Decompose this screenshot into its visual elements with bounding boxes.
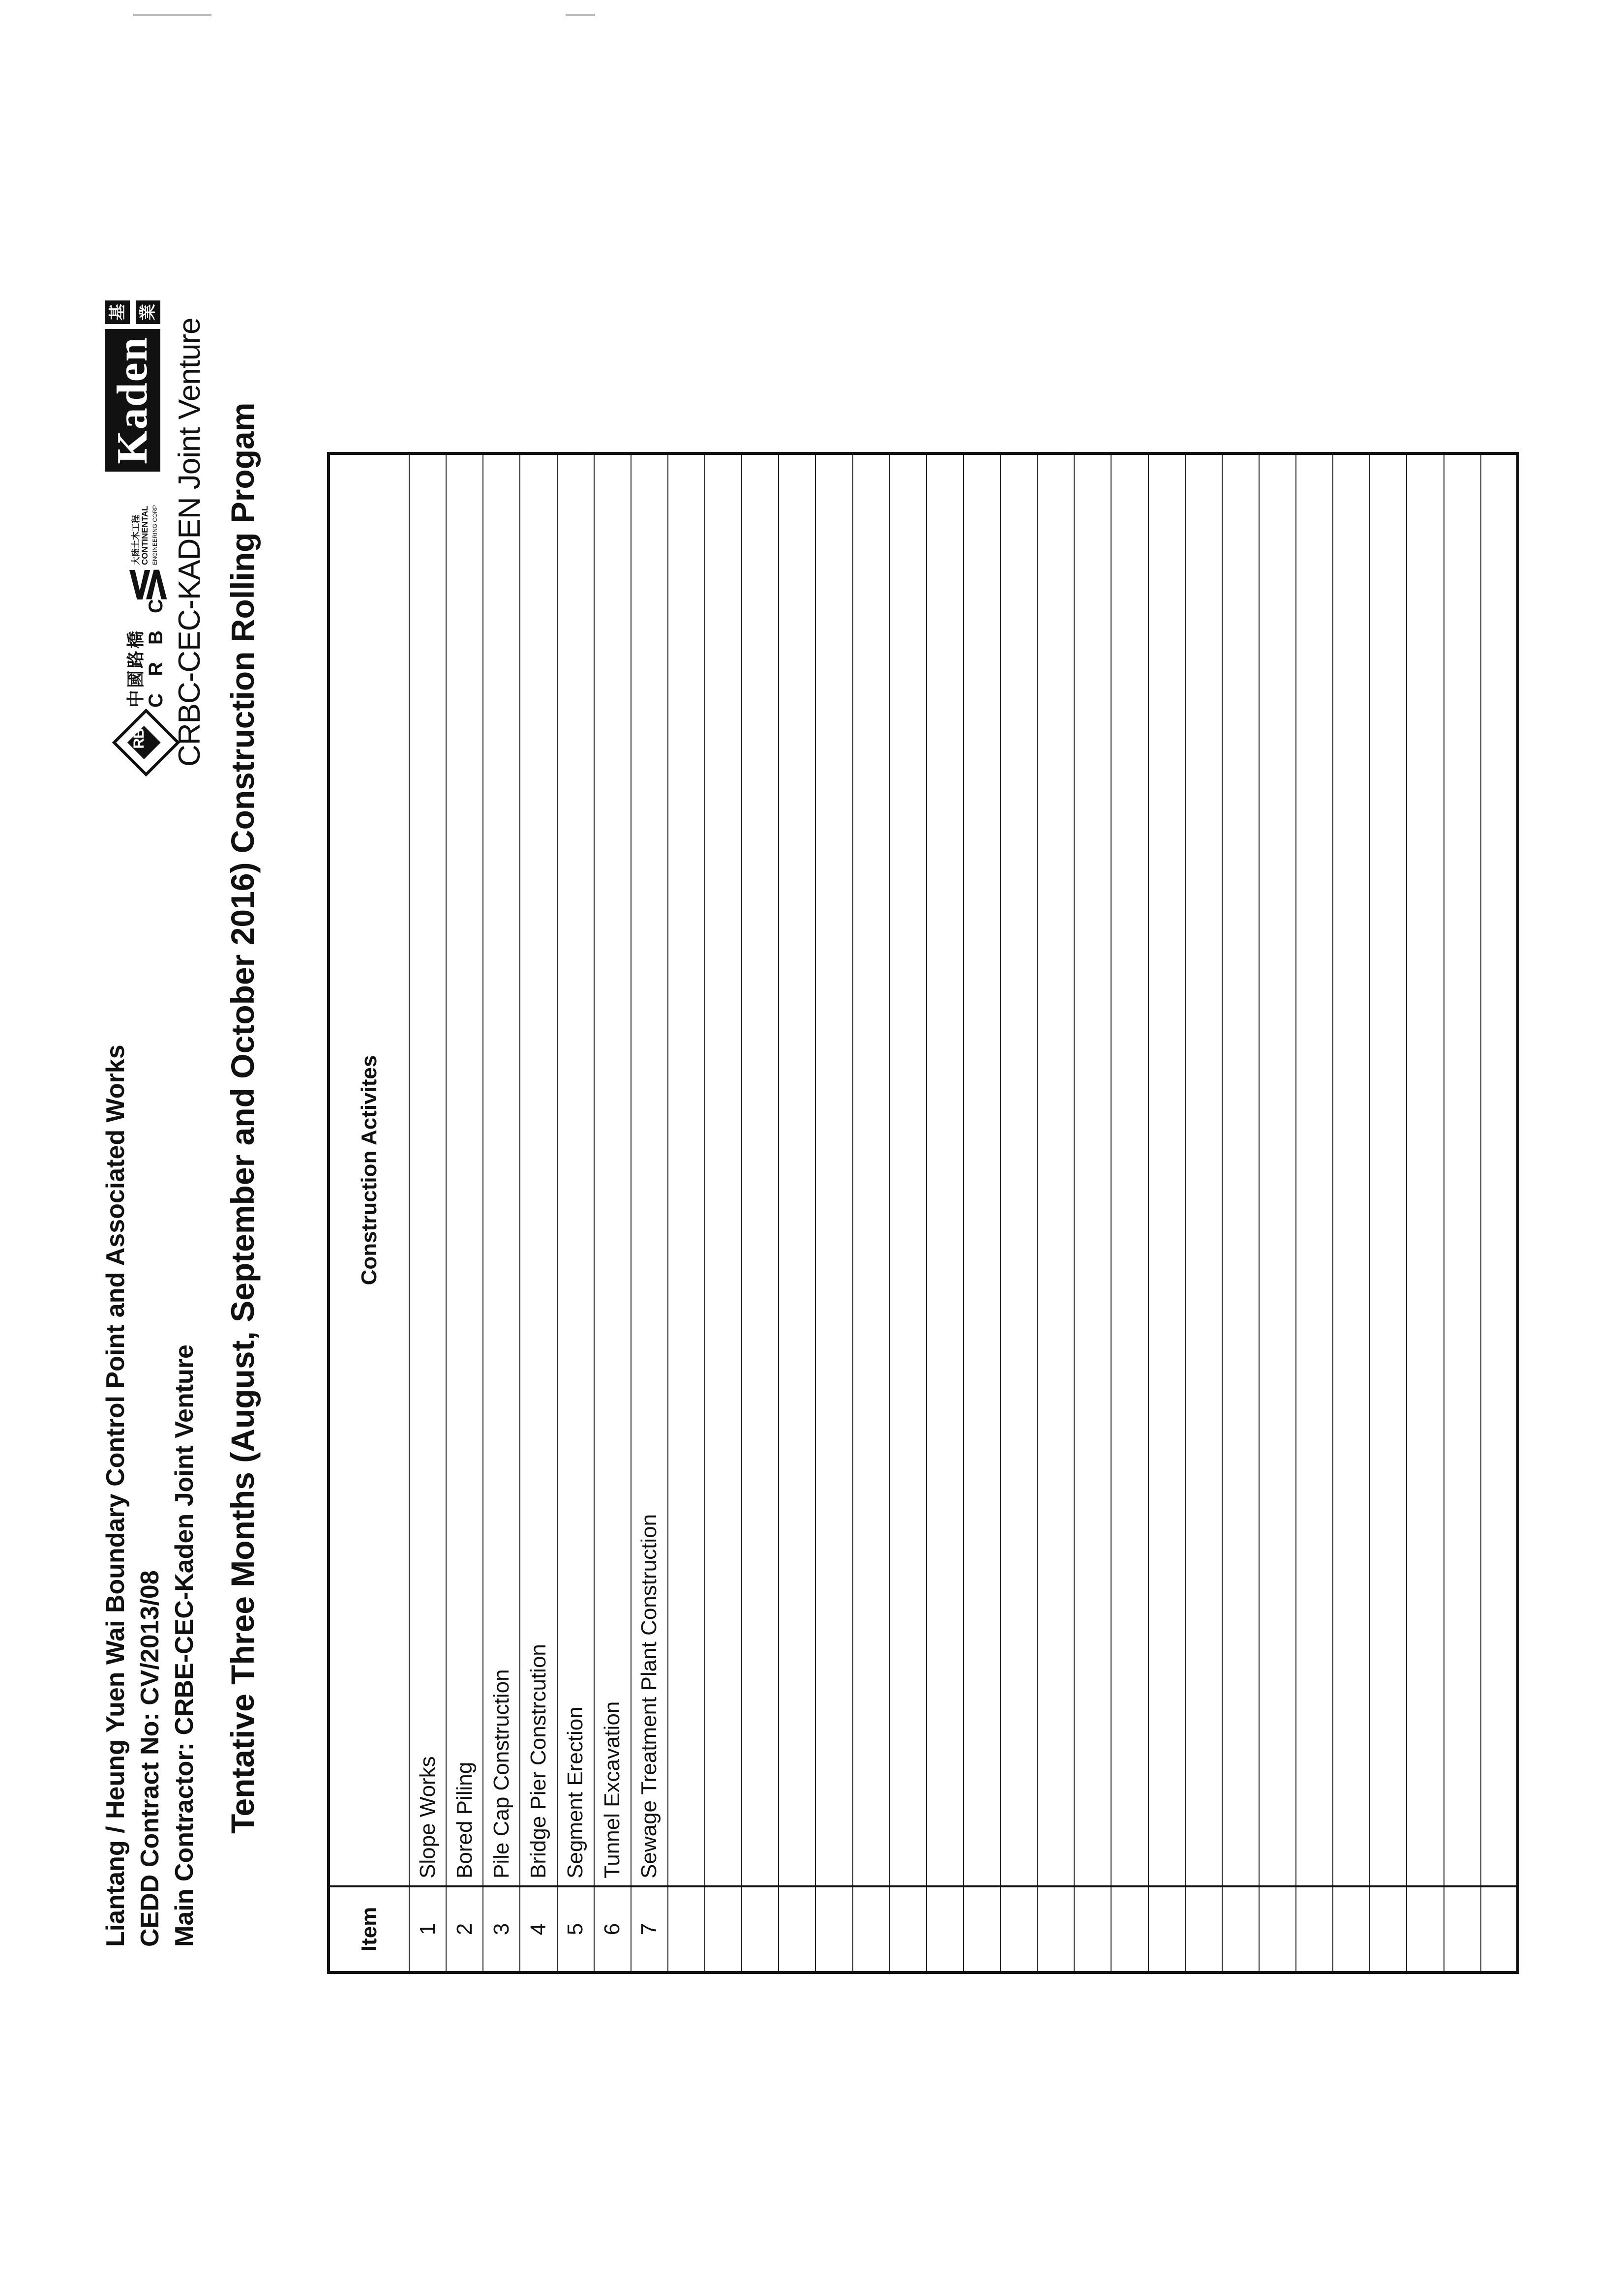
- blank-table-row: [1407, 453, 1444, 1972]
- blank-activity-cell: [853, 453, 890, 1886]
- table-row: [483, 453, 520, 1972]
- blank-table-row: [668, 453, 705, 1972]
- table-row: [409, 453, 446, 1972]
- blank-table-row: [779, 453, 815, 1972]
- activity-column-header: Construction Activites: [329, 453, 409, 1886]
- blank-activity-cell: [1444, 453, 1481, 1886]
- blank-activity-cell: [1111, 453, 1148, 1886]
- kaden-logo-chinese-1: 基: [105, 300, 130, 324]
- blank-table-row: [1370, 453, 1407, 1972]
- blank-table-row: [853, 453, 890, 1972]
- blank-item-cell: [1074, 1886, 1111, 1972]
- blank-item-cell: [1185, 1886, 1222, 1972]
- cec-logo-chinese: 大陸土木工程: [131, 515, 141, 565]
- blank-activity-cell: [963, 453, 1000, 1886]
- blank-activity-cell: [1370, 453, 1407, 1886]
- joint-venture-name: CRBC-CEC-KADEN Joint Venture: [173, 318, 207, 767]
- table-header-row: [329, 453, 409, 1972]
- kaden-logo: Kaden: [105, 329, 160, 472]
- blank-item-cell: [1000, 1886, 1037, 1972]
- blank-activity-cell: [927, 453, 963, 1886]
- blank-activity-cell: [1259, 453, 1296, 1886]
- blank-activity-cell: [1481, 453, 1518, 1886]
- item-number: 4: [520, 1886, 557, 1972]
- blank-table-row: [890, 453, 927, 1972]
- blank-table-row: [1074, 453, 1111, 1972]
- blank-table-row: [1148, 453, 1185, 1972]
- blank-activity-cell: [1074, 453, 1111, 1886]
- blank-activity-cell: [1000, 453, 1037, 1886]
- activity-name: Sewage Treatment Plant Construction: [631, 453, 668, 1886]
- contract-number: CEDD Contract No: CV/2013/08: [136, 1570, 164, 1947]
- blank-table-row: [1444, 453, 1481, 1972]
- blank-table-row: [705, 453, 742, 1972]
- activity-name: Tunnel Excavation: [594, 453, 631, 1886]
- kaden-logo-chinese-2: 業: [136, 300, 160, 324]
- cec-logo: [118, 491, 172, 604]
- activity-name: Bored Piling: [446, 453, 483, 1886]
- crbc-logo: C R B C: [145, 593, 167, 708]
- project-title: Liantang / Heung Yuen Wai Boundary Control Point and Associated Works: [101, 1044, 130, 1947]
- blank-item-cell: [705, 1886, 742, 1972]
- blank-table-row: [1000, 453, 1037, 1972]
- blank-table-row: [1037, 453, 1074, 1972]
- blank-activity-cell: [668, 453, 705, 1886]
- blank-item-cell: [853, 1886, 890, 1972]
- item-number: 6: [594, 1886, 631, 1972]
- blank-activity-cell: [705, 453, 742, 1886]
- blank-table-row: [1111, 453, 1148, 1972]
- blank-item-cell: [1444, 1886, 1481, 1972]
- blank-item-cell: [927, 1886, 963, 1972]
- blank-item-cell: [1148, 1886, 1185, 1972]
- blank-activity-cell: [779, 453, 815, 1886]
- blank-table-row: [1222, 453, 1259, 1972]
- blank-activity-cell: [1333, 453, 1370, 1886]
- blank-activity-cell: [1296, 453, 1333, 1886]
- blank-table-row: [1296, 453, 1333, 1972]
- blank-item-cell: [1407, 1886, 1444, 1972]
- blank-table-row: [927, 453, 963, 1972]
- table-row: [446, 453, 483, 1972]
- blank-item-cell: [1333, 1886, 1370, 1972]
- item-number: 1: [409, 1886, 446, 1972]
- blank-activity-cell: [1185, 453, 1222, 1886]
- blank-item-cell: [1370, 1886, 1407, 1972]
- blank-table-row: [742, 453, 779, 1972]
- blank-item-cell: [1111, 1886, 1148, 1972]
- blank-item-cell: [779, 1886, 815, 1972]
- table-row: [520, 453, 557, 1972]
- blank-activity-cell: [1037, 453, 1074, 1886]
- blank-activity-cell: [815, 453, 852, 1886]
- cec-logo-sub: ENGINEERING CORP: [151, 505, 158, 565]
- blank-item-cell: [668, 1886, 705, 1972]
- blank-item-cell: [1259, 1886, 1296, 1972]
- cec-swoosh-icon: ≶: [119, 565, 172, 604]
- item-number: 5: [557, 1886, 594, 1972]
- blank-item-cell: [742, 1886, 779, 1972]
- blank-item-cell: [1296, 1886, 1333, 1972]
- item-column-header: Item: [329, 1886, 409, 1972]
- blank-table-row: [1333, 453, 1370, 1972]
- blank-item-cell: [1481, 1886, 1518, 1972]
- table-row: [631, 453, 668, 1972]
- activity-name: Pile Cap Construction: [483, 453, 520, 1886]
- blank-activity-cell: [1407, 453, 1444, 1886]
- blank-item-cell: [963, 1886, 1000, 1972]
- blank-activity-cell: [742, 453, 779, 1886]
- rb-logo-text: RB: [131, 728, 147, 749]
- item-number: 2: [446, 1886, 483, 1972]
- crbc-logo-chinese: 中國路橋: [125, 628, 146, 708]
- blank-table-row: [1259, 453, 1296, 1972]
- blank-item-cell: [815, 1886, 852, 1972]
- blank-table-row: [1481, 453, 1518, 1972]
- main-contractor: Main Contractor: CRBE-CEC-Kaden Joint Venture: [170, 1344, 199, 1947]
- document-title: Tentative Three Months (August, September and October 2016) Construction Rolling Progam: [224, 402, 261, 1834]
- blank-item-cell: [1037, 1886, 1074, 1972]
- construction-programme-table: [327, 452, 1519, 1974]
- blank-activity-cell: [890, 453, 927, 1886]
- table-body: [409, 453, 1518, 1972]
- activity-name: Slope Works: [409, 453, 446, 1886]
- blank-table-row: [1185, 453, 1222, 1972]
- blank-table-row: [815, 453, 852, 1972]
- table-row: [557, 453, 594, 1972]
- activity-name: Segment Erection: [557, 453, 594, 1886]
- blank-table-row: [963, 453, 1000, 1972]
- blank-activity-cell: [1222, 453, 1259, 1886]
- blank-item-cell: [1222, 1886, 1259, 1972]
- table-row: [594, 453, 631, 1972]
- logo-block: [98, 226, 211, 767]
- blank-item-cell: [890, 1886, 927, 1972]
- item-number: 7: [631, 1886, 668, 1972]
- item-number: 3: [483, 1886, 520, 1972]
- cec-logo-name: CONTINENTAL: [140, 506, 150, 565]
- blank-activity-cell: [1148, 453, 1185, 1886]
- activity-name: Bridge Pier Constrcution: [520, 453, 557, 1886]
